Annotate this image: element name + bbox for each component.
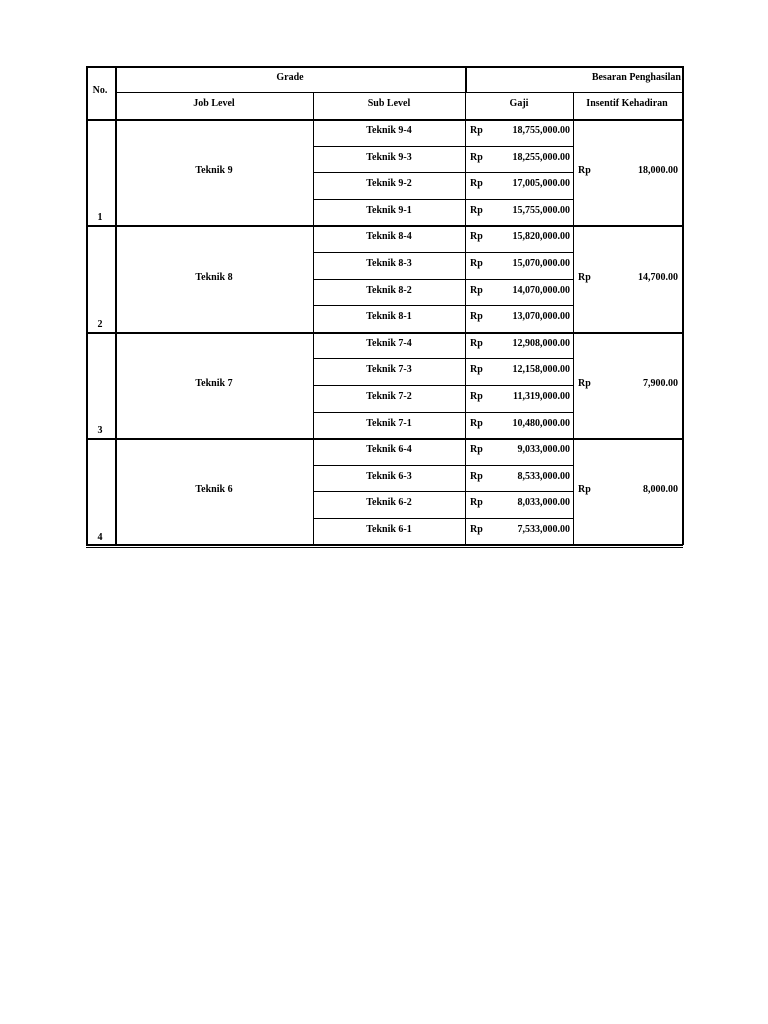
table-right-border: [682, 66, 684, 545]
gaji-value: 14,070,000.00: [512, 284, 570, 296]
row-divider: [313, 385, 573, 386]
sub-level-cell: Teknik 7-4: [366, 337, 412, 349]
gaji-value: 15,755,000.00: [512, 204, 570, 216]
gaji-currency: Rp: [470, 524, 483, 535]
gaji-value: 12,158,000.00: [512, 364, 570, 376]
table-bottom-double-border: [86, 547, 683, 548]
header-grade-divider: [465, 66, 467, 92]
gaji-value: 18,255,000.00: [512, 151, 570, 163]
gaji-currency: Rp: [470, 497, 483, 509]
group-number: 1: [97, 212, 103, 224]
sub-level-cell: Teknik 9-4: [366, 125, 412, 136]
gaji-value: 18,755,000.00: [512, 125, 570, 136]
job-level-cell: Teknik 6: [195, 484, 233, 496]
gaji-currency: Rp: [470, 258, 483, 269]
row-divider: [313, 305, 573, 306]
insentif-value: 14,700.00: [638, 271, 678, 283]
gaji-currency: Rp: [470, 284, 483, 296]
sub-level-cell: Teknik 9-1: [366, 204, 412, 216]
gaji-value: 9,033,000.00: [517, 444, 570, 456]
header-insentif-kehadiran: Insentif Kehadiran: [586, 98, 668, 109]
gaji-value: 11,319,000.00: [513, 391, 570, 402]
sub-level-cell: Teknik 6-3: [366, 470, 412, 482]
gaji-value: 15,820,000.00: [512, 231, 570, 243]
row-divider: [313, 146, 573, 147]
sub-level-cell: Teknik 7-2: [366, 391, 412, 402]
header-no: No.: [92, 85, 108, 96]
header-job-level: Job Level: [193, 98, 235, 109]
sub-level-cell: Teknik 7-1: [366, 417, 412, 429]
header-besaran-penghasilan: Besaran Penghasilan: [591, 72, 681, 83]
header-gaji: Gaji: [509, 98, 529, 109]
group-number: 4: [97, 531, 103, 543]
gaji-currency: Rp: [470, 470, 483, 482]
gaji-value: 10,480,000.00: [512, 417, 570, 429]
table-top-border: [86, 66, 683, 68]
col-divider-no: [115, 66, 117, 545]
gaji-value: 7,533,000.00: [517, 524, 570, 535]
gaji-currency: Rp: [470, 151, 483, 163]
sub-level-cell: Teknik 9-3: [366, 151, 412, 163]
insentif-value: 7,900.00: [643, 378, 678, 389]
gaji-value: 8,033,000.00: [517, 497, 570, 509]
gaji-currency: Rp: [470, 391, 483, 402]
sub-level-cell: Teknik 7-3: [366, 364, 412, 376]
sub-level-cell: Teknik 6-2: [366, 497, 412, 509]
job-level-cell: Teknik 7: [195, 378, 233, 389]
gaji-currency: Rp: [470, 125, 483, 136]
gaji-currency: Rp: [470, 178, 483, 190]
table-left-border: [86, 66, 88, 545]
gaji-currency: Rp: [470, 231, 483, 243]
row-divider: [313, 491, 573, 492]
row-divider: [313, 252, 573, 253]
gaji-value: 17,005,000.00: [512, 178, 570, 190]
insentif-value: 18,000.00: [638, 165, 678, 177]
row-divider: [313, 199, 573, 200]
insentif-value: 8,000.00: [643, 484, 678, 496]
gaji-value: 12,908,000.00: [512, 337, 570, 349]
insentif-currency: Rp: [578, 378, 591, 389]
row-divider: [313, 279, 573, 280]
gaji-value: 15,070,000.00: [512, 258, 570, 269]
header-sub-level: Sub Level: [367, 98, 411, 109]
row-divider: [313, 518, 573, 519]
row-divider: [313, 172, 573, 173]
gaji-value: 8,533,000.00: [517, 470, 570, 482]
row-divider: [313, 358, 573, 359]
gaji-currency: Rp: [470, 337, 483, 349]
sub-level-cell: Teknik 8-2: [366, 284, 412, 296]
group-number: 3: [97, 425, 103, 437]
col-divider-sub: [465, 92, 466, 545]
insentif-currency: Rp: [578, 484, 591, 496]
sub-level-cell: Teknik 6-1: [366, 524, 412, 535]
header-grade: Grade: [276, 72, 304, 83]
header-mid-line: [115, 92, 683, 93]
insentif-currency: Rp: [578, 165, 591, 177]
sub-level-cell: Teknik 9-2: [366, 178, 412, 190]
col-divider-gaji: [573, 92, 574, 545]
header-bottom-line: [86, 119, 683, 121]
group-divider: [86, 332, 683, 334]
job-level-cell: Teknik 8: [195, 271, 233, 283]
group-divider: [86, 225, 683, 227]
sub-level-cell: Teknik 8-3: [366, 258, 412, 269]
gaji-currency: Rp: [470, 417, 483, 429]
sub-level-cell: Teknik 6-4: [366, 444, 412, 456]
table-bottom-border: [86, 544, 683, 546]
job-level-cell: Teknik 9: [195, 165, 233, 177]
gaji-value: 13,070,000.00: [512, 311, 570, 323]
gaji-currency: Rp: [470, 204, 483, 216]
row-divider: [313, 465, 573, 466]
gaji-currency: Rp: [470, 444, 483, 456]
salary-grade-table: [86, 66, 683, 546]
sub-level-cell: Teknik 8-1: [366, 311, 412, 323]
gaji-currency: Rp: [470, 311, 483, 323]
sub-level-cell: Teknik 8-4: [366, 231, 412, 243]
gaji-currency: Rp: [470, 364, 483, 376]
row-divider: [313, 412, 573, 413]
col-divider-job: [313, 92, 314, 545]
group-divider: [86, 438, 683, 440]
insentif-currency: Rp: [578, 271, 591, 283]
group-number: 2: [97, 318, 103, 330]
